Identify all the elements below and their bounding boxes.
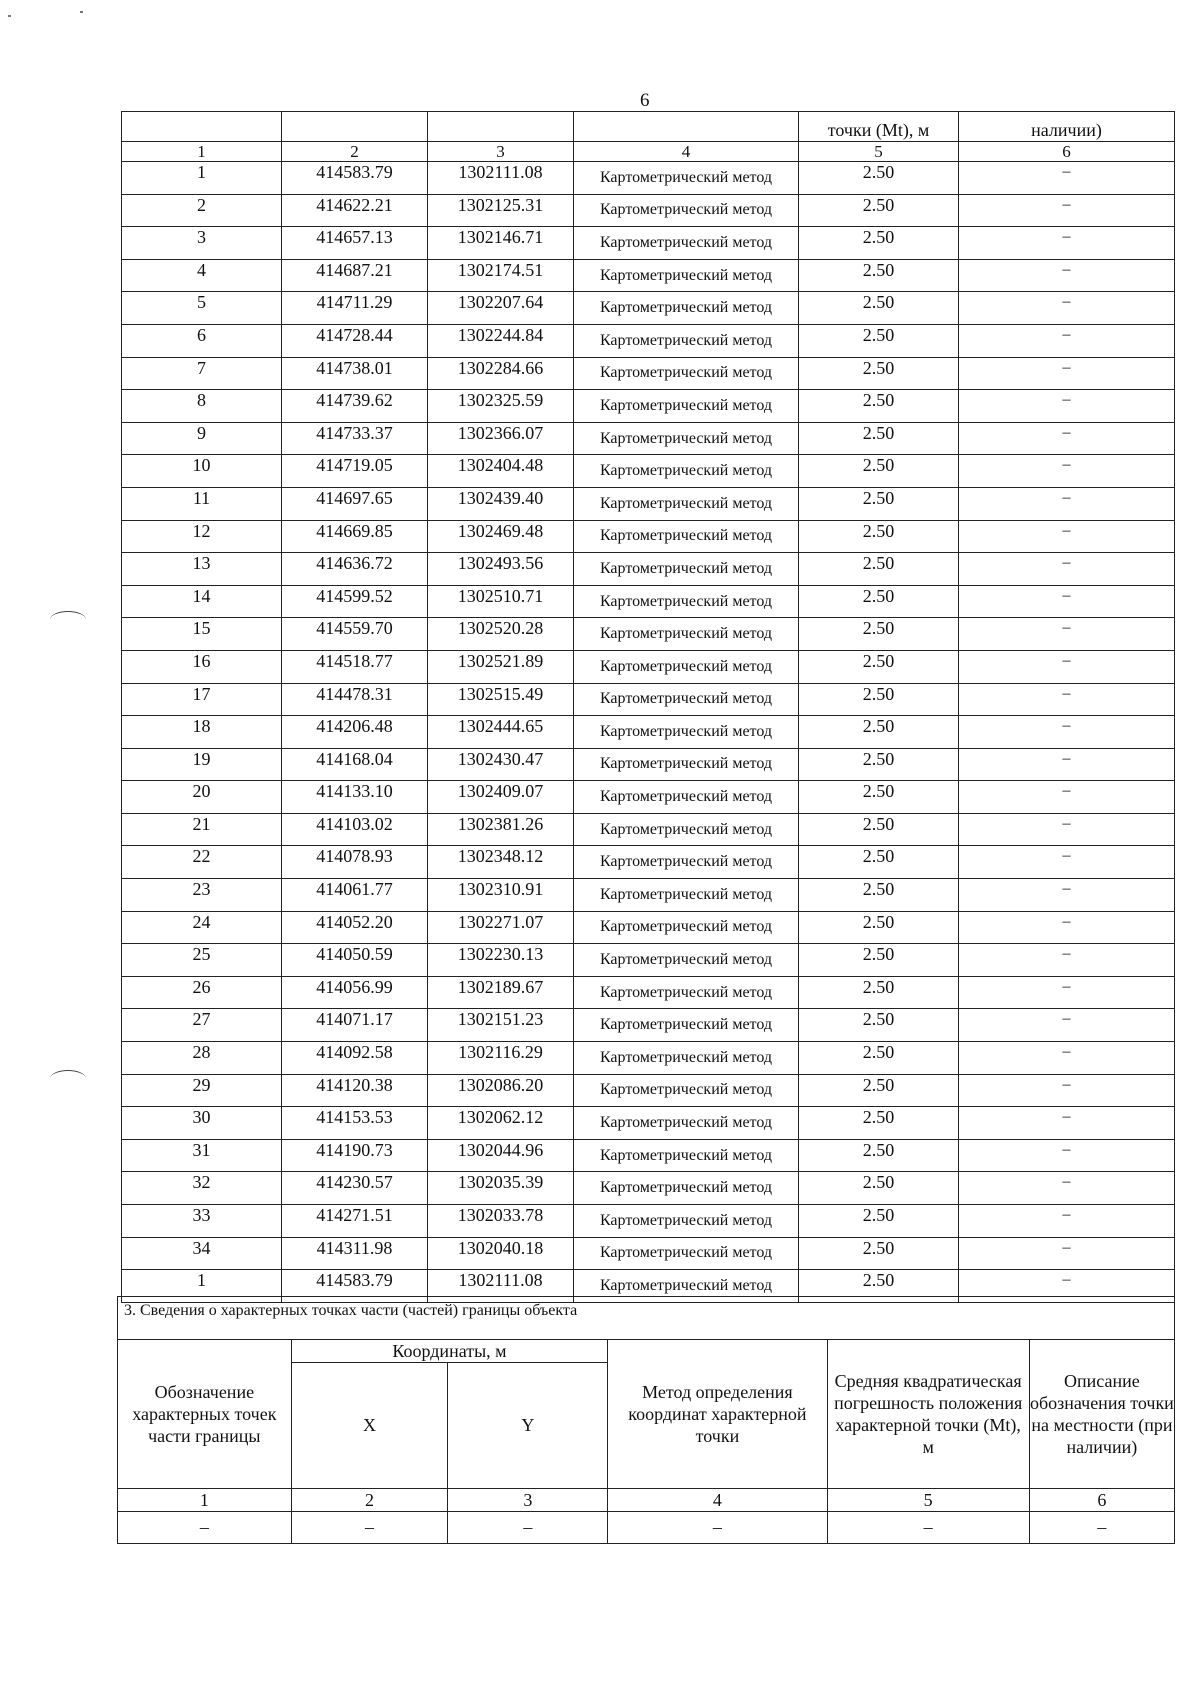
column-number: 4 bbox=[574, 142, 799, 162]
x-coordinate: 414311.98 bbox=[282, 1237, 428, 1270]
method: Картометрический метод bbox=[574, 227, 799, 260]
header-cell bbox=[574, 112, 799, 142]
y-coordinate: 1302284.66 bbox=[428, 357, 574, 390]
error-value: 2.50 bbox=[799, 879, 959, 912]
point-number: 8 bbox=[122, 390, 282, 423]
x-coordinate: 414230.57 bbox=[282, 1172, 428, 1205]
point-number: 12 bbox=[122, 520, 282, 553]
method: Картометрический метод bbox=[574, 879, 799, 912]
empty-cell: – bbox=[1029, 1512, 1174, 1544]
y-coordinate: 1302116.29 bbox=[428, 1042, 574, 1075]
method: Картометрический метод bbox=[574, 520, 799, 553]
column-number: 6 bbox=[1029, 1489, 1174, 1512]
error-value: 2.50 bbox=[799, 390, 959, 423]
description: – bbox=[959, 1042, 1175, 1075]
table-row bbox=[122, 520, 1175, 553]
error-value: 2.50 bbox=[799, 585, 959, 618]
y-coordinate: 1302310.91 bbox=[428, 879, 574, 912]
x-coordinate: 414190.73 bbox=[282, 1139, 428, 1172]
point-number: 19 bbox=[122, 748, 282, 781]
description: – bbox=[959, 1172, 1175, 1205]
scan-speck bbox=[8, 15, 11, 17]
error-value: 2.50 bbox=[799, 292, 959, 325]
description: – bbox=[959, 259, 1175, 292]
error-value: 2.50 bbox=[799, 944, 959, 977]
column-number: 6 bbox=[959, 142, 1175, 162]
error-value: 2.50 bbox=[799, 1172, 959, 1205]
method: Картометрический метод bbox=[574, 553, 799, 586]
table-row bbox=[122, 1074, 1175, 1107]
description: – bbox=[959, 1270, 1175, 1303]
error-value: 2.50 bbox=[799, 1107, 959, 1140]
y-coordinate: 1302271.07 bbox=[428, 911, 574, 944]
point-number: 11 bbox=[122, 487, 282, 520]
table-row bbox=[122, 162, 1175, 195]
table-row bbox=[122, 324, 1175, 357]
point-number: 1 bbox=[122, 1270, 282, 1303]
x-coordinate: 414622.21 bbox=[282, 194, 428, 227]
table-row bbox=[122, 976, 1175, 1009]
description-header: Описание обозначения точки на местности (при наличии) bbox=[1029, 1340, 1174, 1489]
point-number: 13 bbox=[122, 553, 282, 586]
x-coordinate: 414738.01 bbox=[282, 357, 428, 390]
y-coordinate: 1302521.89 bbox=[428, 650, 574, 683]
section-title: 3. Сведения о характерных точках части (частей) границы объекта bbox=[118, 1297, 1175, 1340]
header-cell-description: наличии) bbox=[959, 112, 1175, 142]
point-number: 29 bbox=[122, 1074, 282, 1107]
y-coordinate: 1302174.51 bbox=[428, 259, 574, 292]
description: – bbox=[959, 944, 1175, 977]
description: – bbox=[959, 1205, 1175, 1238]
table-row bbox=[122, 683, 1175, 716]
scan-speck bbox=[80, 11, 83, 13]
x-coordinate: 414719.05 bbox=[282, 455, 428, 488]
x-header: X bbox=[291, 1363, 448, 1489]
point-number: 23 bbox=[122, 879, 282, 912]
error-value: 2.50 bbox=[799, 259, 959, 292]
x-coordinate: 414133.10 bbox=[282, 781, 428, 814]
table-row bbox=[122, 585, 1175, 618]
table-row bbox=[122, 911, 1175, 944]
description: – bbox=[959, 1107, 1175, 1140]
description: – bbox=[959, 911, 1175, 944]
error-value: 2.50 bbox=[799, 520, 959, 553]
point-number: 21 bbox=[122, 813, 282, 846]
point-number: 20 bbox=[122, 781, 282, 814]
table-row bbox=[122, 944, 1175, 977]
header-cell bbox=[282, 112, 428, 142]
description: – bbox=[959, 976, 1175, 1009]
description: – bbox=[959, 879, 1175, 912]
error-value: 2.50 bbox=[799, 1009, 959, 1042]
description: – bbox=[959, 1139, 1175, 1172]
table-row bbox=[122, 259, 1175, 292]
method: Картометрический метод bbox=[574, 259, 799, 292]
x-coordinate: 414271.51 bbox=[282, 1205, 428, 1238]
description: – bbox=[959, 716, 1175, 749]
error-value: 2.50 bbox=[799, 1205, 959, 1238]
description: – bbox=[959, 846, 1175, 879]
error-value: 2.50 bbox=[799, 487, 959, 520]
header-cell bbox=[122, 112, 282, 142]
description: – bbox=[959, 553, 1175, 586]
error-value: 2.50 bbox=[799, 781, 959, 814]
point-number: 25 bbox=[122, 944, 282, 977]
table-row bbox=[122, 357, 1175, 390]
x-coordinate: 414052.20 bbox=[282, 911, 428, 944]
method: Картометрический метод bbox=[574, 944, 799, 977]
point-number: 10 bbox=[122, 455, 282, 488]
table-row bbox=[122, 781, 1175, 814]
y-coordinate: 1302146.71 bbox=[428, 227, 574, 260]
error-value: 2.50 bbox=[799, 324, 959, 357]
column-number: 2 bbox=[282, 142, 428, 162]
point-number: 2 bbox=[122, 194, 282, 227]
empty-cell: – bbox=[608, 1512, 827, 1544]
point-number: 1 bbox=[122, 162, 282, 195]
x-coordinate: 414518.77 bbox=[282, 650, 428, 683]
description: – bbox=[959, 455, 1175, 488]
table-row bbox=[122, 813, 1175, 846]
description: – bbox=[959, 162, 1175, 195]
point-number: 34 bbox=[122, 1237, 282, 1270]
empty-cell: – bbox=[291, 1512, 448, 1544]
y-coordinate: 1302062.12 bbox=[428, 1107, 574, 1140]
method: Картометрический метод bbox=[574, 1205, 799, 1238]
section-title-row bbox=[118, 1297, 1175, 1340]
table-row bbox=[122, 748, 1175, 781]
point-number: 6 bbox=[122, 324, 282, 357]
y-coordinate: 1302430.47 bbox=[428, 748, 574, 781]
y-coordinate: 1302125.31 bbox=[428, 194, 574, 227]
header-cell-error: точки (Mt), м bbox=[799, 112, 959, 142]
description: – bbox=[959, 422, 1175, 455]
x-coordinate: 414050.59 bbox=[282, 944, 428, 977]
x-coordinate: 414478.31 bbox=[282, 683, 428, 716]
empty-cell: – bbox=[118, 1512, 292, 1544]
point-number: 16 bbox=[122, 650, 282, 683]
y-coordinate: 1302086.20 bbox=[428, 1074, 574, 1107]
description: – bbox=[959, 194, 1175, 227]
point-number: 5 bbox=[122, 292, 282, 325]
description: – bbox=[959, 683, 1175, 716]
table-row bbox=[122, 1172, 1175, 1205]
error-value: 2.50 bbox=[799, 748, 959, 781]
error-value: 2.50 bbox=[799, 911, 959, 944]
point-designation-header: Обозначение характерных точек части границы bbox=[118, 1340, 292, 1489]
point-number: 24 bbox=[122, 911, 282, 944]
description: – bbox=[959, 390, 1175, 423]
point-number: 9 bbox=[122, 422, 282, 455]
method: Картометрический метод bbox=[574, 1139, 799, 1172]
method: Картометрический метод bbox=[574, 813, 799, 846]
table-row bbox=[122, 1107, 1175, 1140]
method: Картометрический метод bbox=[574, 716, 799, 749]
point-number: 28 bbox=[122, 1042, 282, 1075]
table-row bbox=[122, 650, 1175, 683]
column-number: 5 bbox=[827, 1489, 1029, 1512]
boundary-points-table bbox=[121, 111, 1175, 1303]
x-coordinate: 414071.17 bbox=[282, 1009, 428, 1042]
table-row bbox=[122, 390, 1175, 423]
y-coordinate: 1302044.96 bbox=[428, 1139, 574, 1172]
point-number: 7 bbox=[122, 357, 282, 390]
error-value: 2.50 bbox=[799, 716, 959, 749]
method: Картометрический метод bbox=[574, 357, 799, 390]
method: Картометрический метод bbox=[574, 1172, 799, 1205]
x-coordinate: 414739.62 bbox=[282, 390, 428, 423]
x-coordinate: 414078.93 bbox=[282, 846, 428, 879]
x-coordinate: 414733.37 bbox=[282, 422, 428, 455]
y-coordinate: 1302230.13 bbox=[428, 944, 574, 977]
error-header: Средняя квадратическая погрешность положения характерной точки (Mt), м bbox=[827, 1340, 1029, 1489]
table-row bbox=[122, 1205, 1175, 1238]
error-value: 2.50 bbox=[799, 1237, 959, 1270]
error-value: 2.50 bbox=[799, 422, 959, 455]
hole-punch-mark bbox=[50, 611, 86, 628]
description: – bbox=[959, 324, 1175, 357]
table-row bbox=[122, 194, 1175, 227]
point-number: 30 bbox=[122, 1107, 282, 1140]
error-value: 2.50 bbox=[799, 455, 959, 488]
table-row bbox=[122, 1237, 1175, 1270]
table-row bbox=[122, 553, 1175, 586]
x-coordinate: 414092.58 bbox=[282, 1042, 428, 1075]
description: – bbox=[959, 357, 1175, 390]
x-coordinate: 414711.29 bbox=[282, 292, 428, 325]
method: Картометрический метод bbox=[574, 846, 799, 879]
column-numbers-row bbox=[118, 1489, 1175, 1512]
method: Картометрический метод bbox=[574, 976, 799, 1009]
y-coordinate: 1302040.18 bbox=[428, 1237, 574, 1270]
column-numbers-row bbox=[122, 142, 1175, 162]
method: Картометрический метод bbox=[574, 162, 799, 195]
description: – bbox=[959, 227, 1175, 260]
method-header: Метод определения координат характерной точки bbox=[608, 1340, 827, 1489]
description: – bbox=[959, 618, 1175, 651]
x-coordinate: 414697.65 bbox=[282, 487, 428, 520]
point-number: 3 bbox=[122, 227, 282, 260]
error-value: 2.50 bbox=[799, 650, 959, 683]
error-value: 2.50 bbox=[799, 1139, 959, 1172]
method: Картометрический метод bbox=[574, 683, 799, 716]
error-value: 2.50 bbox=[799, 357, 959, 390]
description: – bbox=[959, 585, 1175, 618]
y-coordinate: 1302469.48 bbox=[428, 520, 574, 553]
method: Картометрический метод bbox=[574, 1074, 799, 1107]
table-row bbox=[122, 618, 1175, 651]
header-row bbox=[118, 1340, 1175, 1363]
description: – bbox=[959, 1074, 1175, 1107]
y-coordinate: 1302520.28 bbox=[428, 618, 574, 651]
method: Картометрический метод bbox=[574, 911, 799, 944]
point-number: 27 bbox=[122, 1009, 282, 1042]
description: – bbox=[959, 650, 1175, 683]
x-coordinate: 414657.13 bbox=[282, 227, 428, 260]
description: – bbox=[959, 520, 1175, 553]
empty-data-row bbox=[118, 1512, 1175, 1544]
method: Картометрический метод bbox=[574, 324, 799, 357]
point-number: 18 bbox=[122, 716, 282, 749]
error-value: 2.50 bbox=[799, 162, 959, 195]
page-number: 6 bbox=[640, 90, 650, 111]
x-coordinate: 414168.04 bbox=[282, 748, 428, 781]
table-row bbox=[122, 292, 1175, 325]
x-coordinate: 414120.38 bbox=[282, 1074, 428, 1107]
method: Картометрический метод bbox=[574, 422, 799, 455]
error-value: 2.50 bbox=[799, 813, 959, 846]
y-coordinate: 1302189.67 bbox=[428, 976, 574, 1009]
x-coordinate: 414599.52 bbox=[282, 585, 428, 618]
method: Картометрический метод bbox=[574, 194, 799, 227]
y-header: Y bbox=[448, 1363, 608, 1489]
column-number: 3 bbox=[428, 142, 574, 162]
empty-cell: – bbox=[448, 1512, 608, 1544]
error-value: 2.50 bbox=[799, 1074, 959, 1107]
y-coordinate: 1302111.08 bbox=[428, 1270, 574, 1303]
x-coordinate: 414153.53 bbox=[282, 1107, 428, 1140]
x-coordinate: 414559.70 bbox=[282, 618, 428, 651]
error-value: 2.50 bbox=[799, 683, 959, 716]
point-number: 26 bbox=[122, 976, 282, 1009]
point-number: 15 bbox=[122, 618, 282, 651]
description: – bbox=[959, 781, 1175, 814]
hole-punch-mark bbox=[50, 1070, 86, 1087]
error-value: 2.50 bbox=[799, 227, 959, 260]
part-boundary-points-table bbox=[117, 1296, 1175, 1544]
x-coordinate: 414103.02 bbox=[282, 813, 428, 846]
method: Картометрический метод bbox=[574, 650, 799, 683]
point-number: 14 bbox=[122, 585, 282, 618]
method: Картометрический метод bbox=[574, 1237, 799, 1270]
x-coordinate: 414669.85 bbox=[282, 520, 428, 553]
description: – bbox=[959, 292, 1175, 325]
x-coordinate: 414056.99 bbox=[282, 976, 428, 1009]
error-value: 2.50 bbox=[799, 846, 959, 879]
method: Картометрический метод bbox=[574, 618, 799, 651]
y-coordinate: 1302510.71 bbox=[428, 585, 574, 618]
point-number: 4 bbox=[122, 259, 282, 292]
x-coordinate: 414206.48 bbox=[282, 716, 428, 749]
description: – bbox=[959, 1009, 1175, 1042]
header-cell bbox=[428, 112, 574, 142]
table-row bbox=[122, 455, 1175, 488]
table-row bbox=[122, 487, 1175, 520]
description: – bbox=[959, 487, 1175, 520]
empty-cell: – bbox=[827, 1512, 1029, 1544]
table-row bbox=[122, 716, 1175, 749]
point-number: 31 bbox=[122, 1139, 282, 1172]
method: Картометрический метод bbox=[574, 1270, 799, 1303]
table-row bbox=[122, 422, 1175, 455]
table-row bbox=[122, 1009, 1175, 1042]
column-number: 1 bbox=[122, 142, 282, 162]
method: Картометрический метод bbox=[574, 390, 799, 423]
error-value: 2.50 bbox=[799, 553, 959, 586]
y-coordinate: 1302035.39 bbox=[428, 1172, 574, 1205]
y-coordinate: 1302348.12 bbox=[428, 846, 574, 879]
description: – bbox=[959, 813, 1175, 846]
column-number: 1 bbox=[118, 1489, 292, 1512]
table-row bbox=[122, 1139, 1175, 1172]
y-coordinate: 1302033.78 bbox=[428, 1205, 574, 1238]
y-coordinate: 1302444.65 bbox=[428, 716, 574, 749]
column-number: 4 bbox=[608, 1489, 827, 1512]
y-coordinate: 1302381.26 bbox=[428, 813, 574, 846]
method: Картометрический метод bbox=[574, 781, 799, 814]
x-coordinate: 414728.44 bbox=[282, 324, 428, 357]
y-coordinate: 1302366.07 bbox=[428, 422, 574, 455]
description: – bbox=[959, 1237, 1175, 1270]
table-header-continued bbox=[122, 112, 1175, 142]
y-coordinate: 1302325.59 bbox=[428, 390, 574, 423]
method: Картометрический метод bbox=[574, 748, 799, 781]
error-value: 2.50 bbox=[799, 976, 959, 1009]
y-coordinate: 1302409.07 bbox=[428, 781, 574, 814]
error-value: 2.50 bbox=[799, 1042, 959, 1075]
point-number: 17 bbox=[122, 683, 282, 716]
table-row bbox=[122, 227, 1175, 260]
column-number: 5 bbox=[799, 142, 959, 162]
description: – bbox=[959, 748, 1175, 781]
method: Картометрический метод bbox=[574, 455, 799, 488]
table-row bbox=[122, 879, 1175, 912]
method: Картометрический метод bbox=[574, 585, 799, 618]
error-value: 2.50 bbox=[799, 618, 959, 651]
method: Картометрический метод bbox=[574, 292, 799, 325]
y-coordinate: 1302493.56 bbox=[428, 553, 574, 586]
error-value: 2.50 bbox=[799, 1270, 959, 1303]
x-coordinate: 414687.21 bbox=[282, 259, 428, 292]
y-coordinate: 1302244.84 bbox=[428, 324, 574, 357]
coordinates-header: Координаты, м bbox=[291, 1340, 608, 1363]
method: Картометрический метод bbox=[574, 1009, 799, 1042]
point-number: 33 bbox=[122, 1205, 282, 1238]
method: Картометрический метод bbox=[574, 1042, 799, 1075]
column-number: 2 bbox=[291, 1489, 448, 1512]
y-coordinate: 1302515.49 bbox=[428, 683, 574, 716]
method: Картометрический метод bbox=[574, 487, 799, 520]
x-coordinate: 414583.79 bbox=[282, 162, 428, 195]
table-row bbox=[122, 1042, 1175, 1075]
y-coordinate: 1302207.64 bbox=[428, 292, 574, 325]
x-coordinate: 414583.79 bbox=[282, 1270, 428, 1303]
x-coordinate: 414061.77 bbox=[282, 879, 428, 912]
point-number: 32 bbox=[122, 1172, 282, 1205]
table-row bbox=[122, 846, 1175, 879]
y-coordinate: 1302151.23 bbox=[428, 1009, 574, 1042]
method: Картометрический метод bbox=[574, 1107, 799, 1140]
y-coordinate: 1302111.08 bbox=[428, 162, 574, 195]
y-coordinate: 1302404.48 bbox=[428, 455, 574, 488]
point-number: 22 bbox=[122, 846, 282, 879]
column-number: 3 bbox=[448, 1489, 608, 1512]
y-coordinate: 1302439.40 bbox=[428, 487, 574, 520]
error-value: 2.50 bbox=[799, 194, 959, 227]
x-coordinate: 414636.72 bbox=[282, 553, 428, 586]
